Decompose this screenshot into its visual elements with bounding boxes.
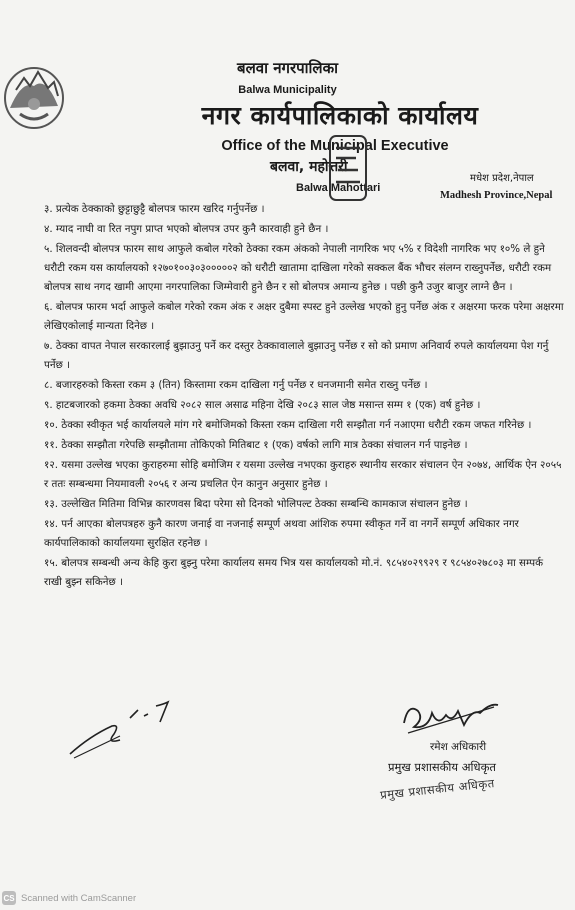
term-text: ठेक्का वापत नेपाल सरकारलाई बुझाउनु पर्ने कर दस्तुर ठेक्कावालाले बुझाउनु पर्नेछ र सो को प्रमाण अनिवार्य रुपले कार्यालयमा पेश गर्नु पर्नेछ । [44,340,549,371]
term-number: ६. [44,301,53,313]
term-number: ९. [44,399,53,411]
term-text: हाटबजारको हकमा ठेक्का अवधि २०८२ साल असाढ महिना देखि २०८३ साल जेष्ठ मसान्त सम्म १ (एक) वर्ष हुनेछ । [55,399,481,411]
term-number: १४. [44,518,58,530]
municipality-name-np: बलवा नगरपालिका [237,59,338,77]
term-text: ठेक्का स्वीकृत भई कार्यालयले मांग गरे बमोजिमको किस्ता रकम दाखिला गरी सम्झौता गर्न नआएमा धरौटी रकम जफत गरिनेछ । [61,419,532,431]
term-number: ३. [44,203,53,215]
term-text: पर्न आएका बोलपत्रहरु कुनै कारण जनाई वा नजनाई सम्पूर्ण अथवा आंशिक रुपमा स्वीकृत गर्ने वा नगर्ने सम्पूर्ण अधिकार नगर कार्यपालिकाको कार्यालयमा सुरक्षित रहनेछ । [44,518,519,549]
term-item [44,298,564,336]
signer-title: प्रमुख प्रशासकीय अधिकृत [388,760,496,774]
term-number: १३. [44,498,58,510]
term-number: ८. [44,379,53,391]
term-item [44,396,564,415]
term-number: ४. [44,223,53,235]
term-number: ११. [44,439,58,451]
designation-stamp: प्रमुख प्रशासकीय अधिकृत [379,776,496,802]
district-np: बलवा, महोत्तरी [270,159,348,175]
term-text: प्रत्येक ठेक्काको छुट्टाछुट्टै बोलपत्र फारम खरिद गर्नुपर्नेछ । [55,203,265,215]
term-number: १०. [44,419,58,431]
term-text: शिलवन्दी बोलपत्र फारम साथ आफुले कबोल गरेको ठेक्का रकम अंकको नेपाली नागरिक भए ५% र विदेशी नागरिक भए १०% ले हुने धरौटी रकम यस कार्यालयको १२७०१००३०३०००००२ को धरौटी खातामा दाखिला गरेको सक्कल बैंक भौचर संलग्न राख्नुपर्नेछ, धरौटी रकम बोलपत्र साथ नगद खामी आएमा नगरपालिका जिम्मेवारी हुने छैन र सो बोलपत्र अमान्य हुनेछ । पछी कुनै उजुर बाजुर लाग्ने छैन । [44,243,552,293]
camscanner-icon: CS [2,891,16,905]
term-item [44,240,564,297]
terms-list [44,200,564,593]
term-number: १५. [44,557,58,569]
term-item [44,200,564,219]
district-en: Balwa Mahottari [296,182,381,194]
scanner-watermark [2,891,136,905]
term-item [44,416,564,435]
signer-name: रमेश अधिकारी [430,741,487,753]
term-item [44,456,564,494]
term-item [44,337,564,375]
scanner-text: Scanned with CamScanner [21,892,137,904]
term-item [44,376,564,395]
office-title-np: नगर कार्यपालिकाको कार्यालय [201,101,479,130]
province-en: Madhesh Province,Nepal [440,190,553,201]
term-number: ५. [44,243,53,255]
term-text: उल्लेखित मितिमा विभिन्न कारणवस बिदा परेमा सो दिनको भोलिपल्ट ठेक्का सम्बन्धि कामकाज संचालन हुनेछ । [61,498,468,510]
handwritten-signature-right [398,693,503,741]
term-item [44,515,564,553]
term-text: बोलपत्र फारम भर्दा आफुले कबोल गरेको रकम अंक र अक्षर दुबैमा स्पस्ट हुने उल्लेख भएको हुनु पर्नेछ अंक र अक्षरमा फरक परेमा अक्षरमा लेखिएकोलाई मान्यता दिनेछ । [44,301,564,332]
term-item [44,554,564,592]
term-item [44,220,564,239]
province-np: मधेश प्रदेश,नेपाल [470,173,534,184]
municipality-name-en: Balwa Municipality [238,84,337,96]
term-item [44,436,564,455]
office-seal-stamp [326,128,370,208]
office-title-en: Office of the Municipal Executive [221,138,449,154]
term-item [44,495,564,514]
term-text: बजारहरुको किस्ता रकम ३ (तिन) किस्तामा रकम दाखिला गर्नु पर्नेछ र धनजमानी समेत राख्नु पर्नेछ । [55,379,428,391]
term-text: म्याद नाघी वा रित नपुग प्राप्त भएको बोलपत्र उपर कुनै कारवाही हुने छैन । [55,223,329,235]
term-number: १२. [44,459,58,471]
term-text: यसमा उल्लेख भएका कुराहरुमा सोहि बमोजिम र यसमा उल्लेख नभएका कुराहरु स्थानीय सरकार संचालन ऐन २०७४, आर्थिक ऐन २०५५ र ततः सम्बन्धमा नियमावली २०५६ र अन्य प्रचलित ऐन कानुन अनुसार हुनेछ । [44,459,562,490]
term-text: ठेक्का सम्झौता गरेपछि सम्झौतामा तोकिएको मितिबाट १ (एक) वर्षको लागि मात्र ठेक्का संचालन गर्न पाइनेछ । [61,439,468,451]
term-text: बोलपत्र सम्बन्धी अन्य केहि कुरा बुझ्नु परेमा कार्यालय समय भित्र यस कार्यालयको मो.नं. ९८५४०२९९२९ र ९८५४०२७८०३ मा सम्पर्क राखी बुझ्न सकिनेछ । [44,557,544,588]
handwritten-signature-left [60,696,200,766]
term-number: ७. [44,340,53,352]
